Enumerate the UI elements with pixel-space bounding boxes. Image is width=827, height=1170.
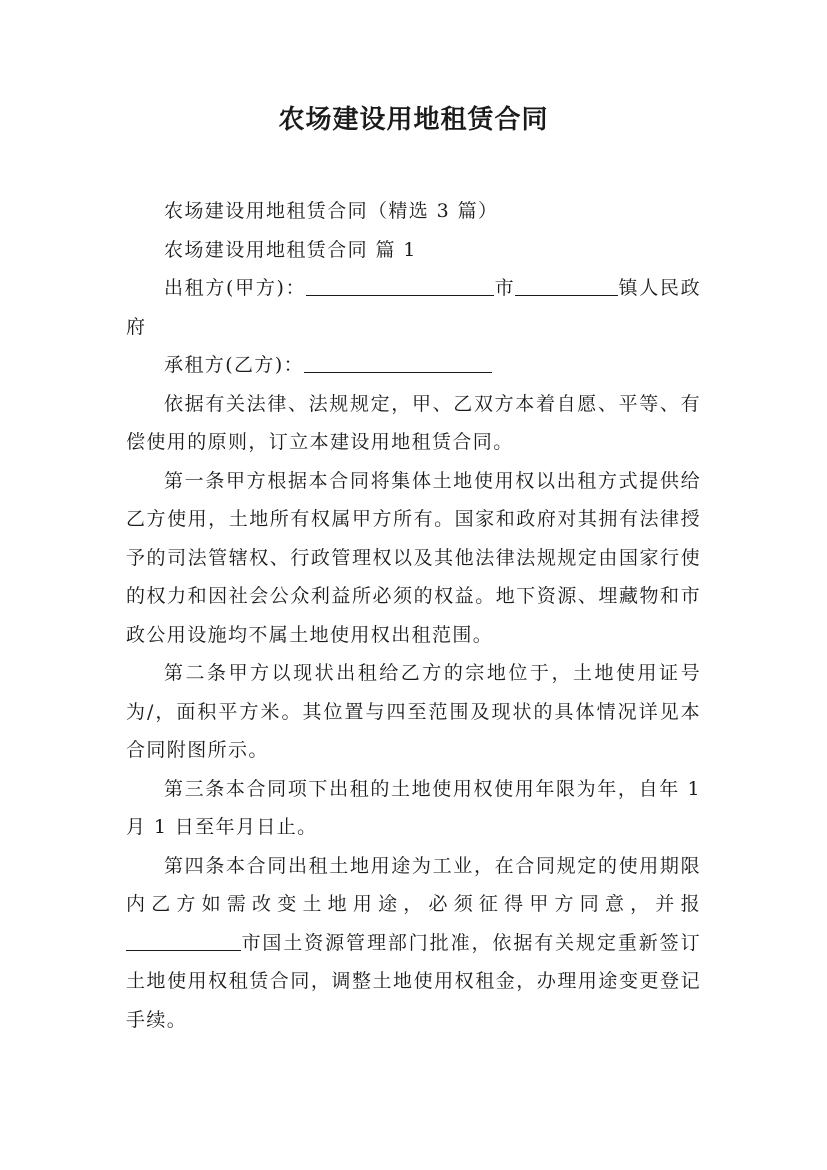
lessee-name-blank	[304, 352, 492, 373]
lessee-line	[126, 346, 701, 385]
preamble-paragraph: 依据有关法律、法规规定，甲、乙双方本着自愿、平等、有偿使用的原则，订立本建设用地租赁合同。	[126, 392, 701, 453]
document-title: 农场建设用地租赁合同	[278, 105, 549, 135]
lessor-city-suffix: 市	[494, 277, 516, 299]
lessor-town-suffix: 镇人民政府	[126, 277, 701, 338]
approval-city-blank	[126, 930, 241, 951]
lessor-city-blank	[306, 275, 494, 296]
article-4-text-start: 第四条本合同出租土地用途为工业，在合同规定的使用期限内乙方如需改变土地用途，必须征得甲方同意，并报	[126, 854, 701, 915]
document-body	[126, 192, 701, 1039]
lessor-town-blank	[515, 275, 618, 296]
article-3-paragraph: 第三条本合同项下出租的土地使用权使用年限为年，自年 1 月 1 日至年月日止。	[126, 777, 701, 838]
subtitle: 农场建设用地租赁合同（精选 3 篇）	[164, 200, 499, 222]
article-4-text-end: 市国土资源管理部门批准，依据有关规定重新签订土地使用权租赁合同，调整土地使用权租金，办理用途变更登记手续。	[126, 931, 701, 1031]
lessor-line	[126, 269, 701, 346]
lessor-label: 出租方(甲方)：	[164, 277, 307, 299]
article-2-paragraph: 第二条甲方以现状出租给乙方的宗地位于，土地使用证号为/，面积平方米。其位置与四至范围及现状的具体情况详见本合同附图所示。	[126, 662, 701, 761]
article-4-paragraph	[126, 847, 701, 1040]
lessee-label: 承租方(乙方)：	[164, 354, 305, 376]
section-heading: 农场建设用地租赁合同 篇 1	[164, 238, 417, 261]
article-1-paragraph: 第一条甲方根据本合同将集体土地使用权以出租方式提供给乙方使用，土地所有权属甲方所有。国家和政府对其拥有法律授予的司法管辖权、行政管理权以及其他法律法规规定由国家行使的权力和因社会公众利益所必须的权益。地下资源、埋藏物和市政公用设施均不属土地使用权出租范围。	[126, 469, 701, 646]
